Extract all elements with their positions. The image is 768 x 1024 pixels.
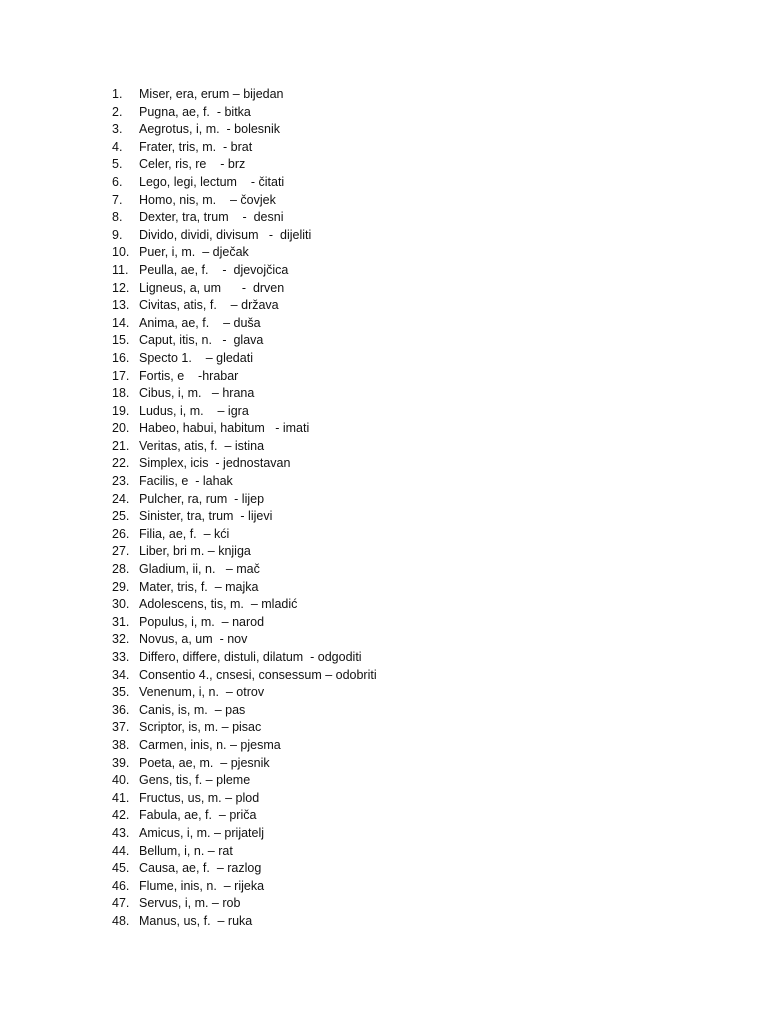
list-item-text: Simplex, icis - jednostavan — [139, 456, 291, 471]
list-item — [112, 614, 377, 632]
list-item-number: 6. — [112, 174, 123, 189]
list-item — [112, 156, 377, 174]
list-item — [112, 227, 377, 245]
list-item-number: 43. — [112, 825, 130, 840]
list-item — [112, 737, 377, 755]
list-item-number: 29. — [112, 579, 130, 594]
list-item-number: 7. — [112, 192, 123, 207]
list-item — [112, 192, 377, 210]
list-item-text: Miser, era, erum – bijedan — [139, 87, 284, 101]
list-item-text: Liber, bri m. – knjiga — [139, 544, 251, 559]
list-item-text: Populus, i, m. – narod — [139, 614, 265, 629]
list-item-text: Civitas, atis, f. – država — [139, 298, 279, 313]
list-item — [112, 825, 377, 843]
list-item-text: Puer, i, m. – dječak — [139, 245, 249, 260]
list-item-number: 3. — [112, 122, 123, 137]
list-item-text: Scriptor, is, m. – pisac — [139, 720, 262, 735]
list-item-number: 8. — [112, 210, 123, 225]
list-item-number: 45. — [112, 861, 130, 876]
list-item — [112, 790, 377, 808]
list-item — [112, 174, 377, 192]
list-item-number: 11. — [112, 262, 129, 277]
list-item — [112, 350, 377, 368]
list-item-text: Caput, itis, n. - glava — [139, 333, 264, 348]
list-item-number: 22. — [112, 456, 130, 471]
list-item-text: Homo, nis, m. – čovjek — [139, 192, 276, 207]
list-item — [112, 280, 377, 298]
list-item-number: 20. — [112, 421, 130, 436]
list-item-text: Ligneus, a, um - drven — [139, 280, 285, 295]
list-item-number: 18. — [112, 386, 130, 401]
list-item — [112, 807, 377, 825]
list-item-text: Fortis, e -hrabar — [139, 368, 239, 383]
list-item-number: 19. — [112, 403, 130, 418]
list-item — [112, 579, 377, 597]
list-item-number: 17. — [112, 368, 130, 383]
list-item-number: 23. — [112, 474, 130, 489]
list-item — [112, 491, 377, 509]
list-item — [112, 684, 377, 702]
list-item-text: Fructus, us, m. – plod — [139, 790, 260, 805]
list-item-text: Pulcher, ra, rum - lijep — [139, 491, 265, 506]
list-item-text: Specto 1. – gledati — [139, 350, 253, 365]
list-item-number: 38. — [112, 737, 130, 752]
list-item — [112, 244, 377, 262]
list-item-text: Servus, i, m. – rob — [139, 896, 241, 911]
list-item-number: 41. — [112, 790, 130, 805]
list-item — [112, 455, 377, 473]
list-item — [112, 878, 377, 896]
list-item-number: 14. — [112, 315, 130, 330]
list-item-number: 34. — [112, 667, 130, 682]
list-item — [112, 631, 377, 649]
list-item-text: Veritas, atis, f. – istina — [139, 438, 265, 453]
list-item-text: Causa, ae, f. – razlog — [139, 861, 262, 876]
list-item — [112, 843, 377, 861]
list-item-text: Carmen, inis, n. – pjesma — [139, 737, 281, 752]
list-item — [112, 86, 377, 104]
list-item-text: Divido, dividi, divisum - dijeliti — [139, 227, 312, 242]
list-item — [112, 209, 377, 227]
list-item-text: Gladium, ii, n. – mač — [139, 562, 260, 577]
list-item — [112, 368, 377, 386]
list-item-text: Ludus, i, m. – igra — [139, 403, 249, 418]
list-item — [112, 860, 377, 878]
vocabulary-list — [112, 86, 377, 931]
list-item-number: 44. — [112, 843, 130, 858]
list-item-text: Lego, legi, lectum - čitati — [139, 174, 285, 189]
list-item-text: Manus, us, f. – ruka — [139, 913, 253, 928]
list-item — [112, 895, 377, 913]
list-item-text: Amicus, i, m. – prijatelj — [139, 825, 265, 840]
list-item — [112, 913, 377, 931]
list-item — [112, 755, 377, 773]
list-item-text: Dexter, tra, trum - desni — [139, 210, 284, 225]
list-item-number: 5. — [112, 157, 123, 172]
list-item-text: Differo, differe, distuli, dilatum - odgoditi — [139, 650, 362, 664]
list-item-text: Facilis, e - lahak — [139, 474, 233, 489]
list-item-number: 30. — [112, 597, 130, 612]
list-item-text: Mater, tris, f. – majka — [139, 579, 259, 594]
list-item-number: 32. — [112, 632, 130, 647]
list-item — [112, 596, 377, 614]
list-item — [112, 385, 377, 403]
list-item-text: Venenum, i, n. – otrov — [139, 685, 265, 700]
list-item-text: Filia, ae, f. – kći — [139, 526, 230, 541]
list-item-number: 27. — [112, 544, 130, 559]
list-item-text: Canis, is, m. – pas — [139, 702, 246, 717]
list-item-number: 1. — [112, 87, 123, 101]
list-item-number: 26. — [112, 526, 130, 541]
list-item-number: 2. — [112, 104, 123, 119]
list-item — [112, 526, 377, 544]
list-item-number: 48. — [112, 913, 130, 928]
list-item — [112, 332, 377, 350]
list-item — [112, 104, 377, 122]
list-item-number: 21. — [112, 438, 130, 453]
list-item — [112, 121, 377, 139]
list-item-number: 40. — [112, 773, 130, 788]
list-item — [112, 649, 377, 667]
list-item-number: 47. — [112, 896, 130, 911]
list-item-text: Sinister, tra, trum - lijevi — [139, 509, 273, 524]
list-item — [112, 438, 377, 456]
list-item-number: 25. — [112, 509, 130, 524]
list-item-text: Bellum, i, n. – rat — [139, 843, 233, 858]
list-item-number: 36. — [112, 702, 130, 717]
list-item — [112, 297, 377, 315]
list-item — [112, 702, 377, 720]
list-item-text: Aegrotus, i, m. - bolesnik — [139, 122, 281, 137]
list-item — [112, 772, 377, 790]
list-item-number: 13. — [112, 298, 130, 313]
list-item — [112, 543, 377, 561]
list-item-text: Celer, ris, re - brz — [139, 157, 246, 172]
list-item — [112, 139, 377, 157]
list-item-number: 24. — [112, 491, 130, 506]
list-item-text: Adolescens, tis, m. – mladić — [139, 597, 298, 612]
list-item-number: 37. — [112, 720, 130, 735]
list-item — [112, 719, 377, 737]
list-item-text: Anima, ae, f. – duša — [139, 315, 261, 330]
list-item-text: Peulla, ae, f. - djevojčica — [139, 262, 289, 277]
list-item-text: Fabula, ae, f. – priča — [139, 808, 257, 823]
list-item-number: 4. — [112, 139, 123, 154]
list-item — [112, 667, 377, 685]
list-item-number: 9. — [112, 227, 123, 242]
list-item — [112, 262, 377, 280]
list-item-text: Habeo, habui, habitum - imati — [139, 421, 310, 436]
list-item — [112, 473, 377, 491]
list-item — [112, 315, 377, 333]
list-item-number: 31. — [112, 614, 130, 629]
list-item-number: 16. — [112, 350, 130, 365]
list-item-text: Frater, tris, m. - brat — [139, 139, 253, 154]
list-item-text: Novus, a, um - nov — [139, 632, 248, 647]
list-item-text: Consentio 4., cnsesi, consessum – odobriti — [139, 667, 377, 682]
list-item-number: 33. — [112, 650, 130, 664]
list-item — [112, 561, 377, 579]
list-item-number: 46. — [112, 878, 130, 893]
list-item-number: 10. — [112, 245, 130, 260]
list-item-text: Pugna, ae, f. - bitka — [139, 104, 251, 119]
list-item-number: 15. — [112, 333, 130, 348]
list-item-text: Cibus, i, m. – hrana — [139, 386, 255, 401]
list-item-number: 39. — [112, 755, 130, 770]
list-item-number: 12. — [112, 280, 130, 295]
list-item — [112, 420, 377, 438]
list-item-text: Flume, inis, n. – rijeka — [139, 878, 265, 893]
list-item-number: 28. — [112, 562, 130, 577]
list-item — [112, 508, 377, 526]
list-item-number: 42. — [112, 808, 130, 823]
list-item — [112, 403, 377, 421]
list-item-text: Poeta, ae, m. – pjesnik — [139, 755, 270, 770]
list-item-number: 35. — [112, 685, 130, 700]
list-item-text: Gens, tis, f. – pleme — [139, 773, 251, 788]
